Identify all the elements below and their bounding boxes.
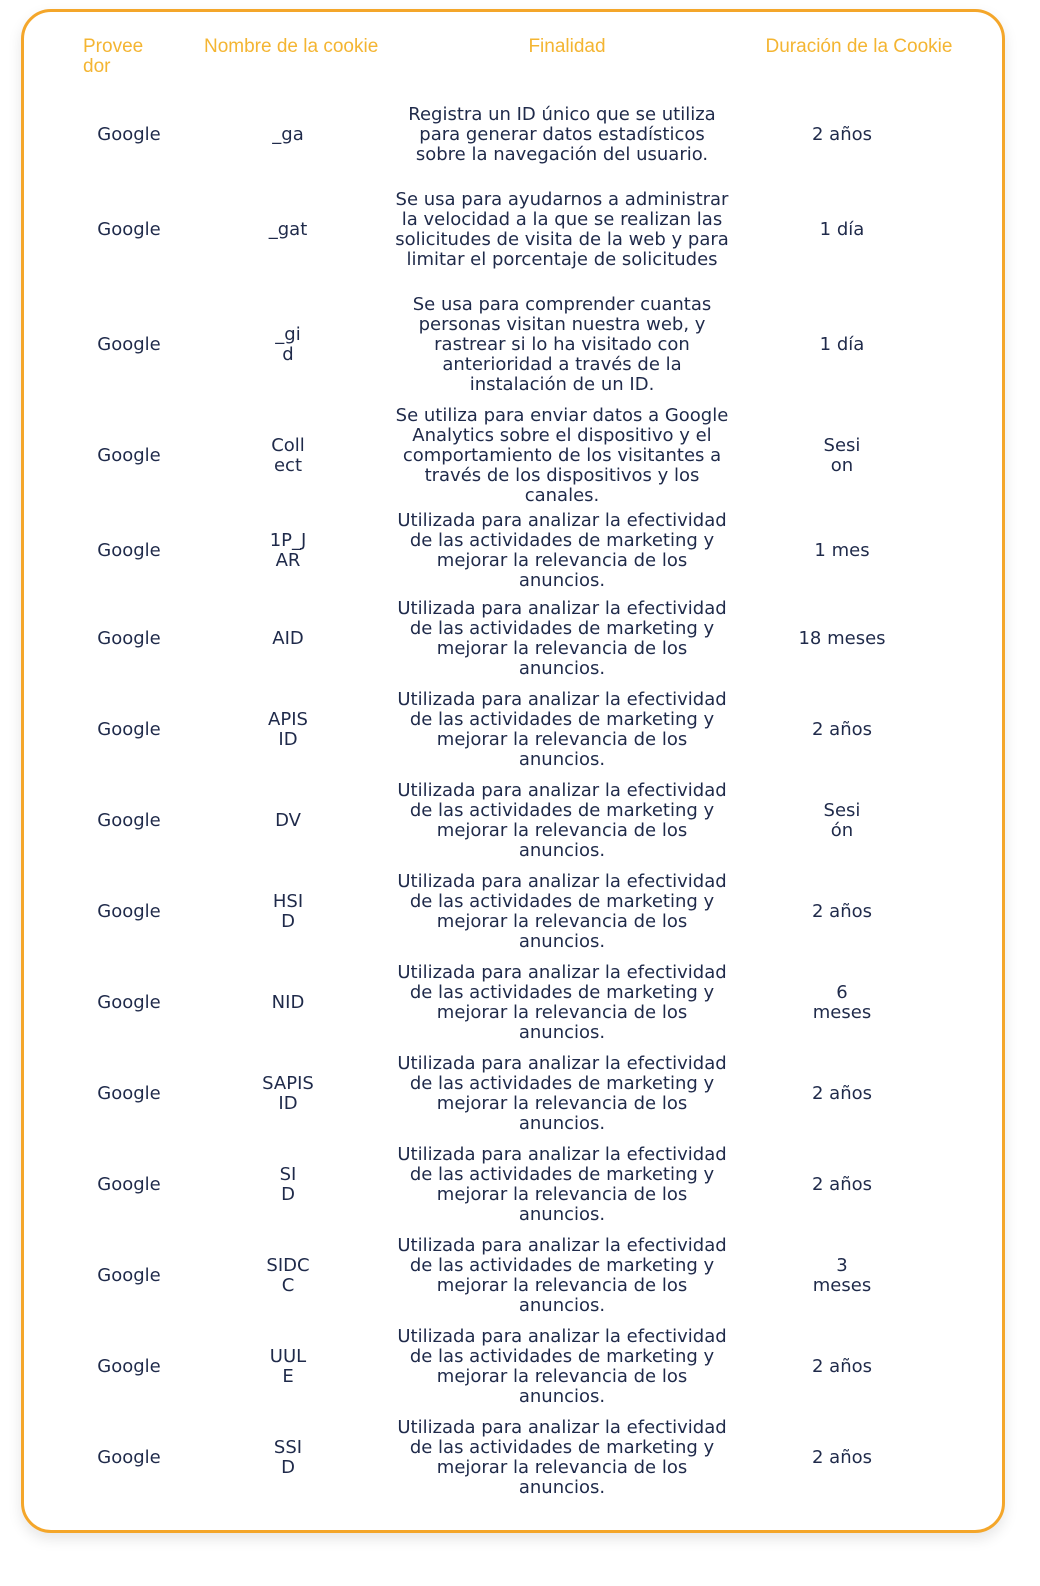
cell-cookie-name: _gid — [275, 324, 301, 365]
cookie-table-card — [21, 9, 1005, 1533]
cell-provider: Google — [97, 334, 161, 355]
table-row — [24, 867, 1002, 957]
table-row — [24, 508, 1002, 594]
cell-duration: 1 día — [819, 334, 865, 355]
cell-purpose: Utilizada para analizar la efectividad de las actividades de marketing y mejorar la relevancia de los anuncios. — [397, 780, 727, 861]
cell-duration: Sesion — [823, 435, 861, 476]
cell-cookie-name: Collect — [271, 435, 305, 476]
table-row — [24, 286, 1002, 404]
cell-duration: 2 años — [811, 1083, 872, 1104]
cell-cookie-name: _ga — [272, 124, 304, 145]
cell-provider: Google — [97, 1447, 161, 1468]
cell-purpose: Se utiliza para enviar datos a Google Analytics sobre el dispositivo y el comportamiento de los visitantes a través de los dispositivos y los canales. — [395, 405, 729, 506]
cell-provider: Google — [97, 1083, 161, 1104]
cell-cookie-name: SSID — [273, 1437, 303, 1478]
cell-cookie-name: 1P_JAR — [269, 530, 307, 571]
table-header — [24, 37, 1002, 97]
header-cookie-name: Nombre de la cookie — [204, 36, 379, 57]
header-provider: Provee dor — [83, 36, 144, 77]
cell-duration: 2 años — [811, 1356, 872, 1377]
cell-provider: Google — [97, 219, 161, 240]
table-row — [24, 174, 1002, 286]
cell-purpose: Utilizada para analizar la efectividad de las actividades de marketing y mejorar la relevancia de los anuncios. — [397, 1053, 727, 1134]
table-row — [24, 1231, 1002, 1321]
table-row — [24, 404, 1002, 508]
cell-duration: 6 meses — [812, 982, 872, 1023]
cell-purpose: Utilizada para analizar la efectividad de las actividades de marketing y mejorar la relevancia de los anuncios. — [397, 1417, 727, 1498]
cell-cookie-name: AID — [272, 628, 304, 649]
cell-duration: 2 años — [811, 1174, 872, 1195]
cell-provider: Google — [97, 810, 161, 831]
cell-duration: 3 meses — [812, 1255, 872, 1296]
table-row — [24, 594, 1002, 684]
cell-duration: 18 meses — [798, 628, 886, 649]
cell-purpose: Utilizada para analizar la efectividad de las actividades de marketing y mejorar la relevancia de los anuncios. — [397, 871, 727, 952]
cell-duration: Sesión — [823, 800, 861, 841]
cell-provider: Google — [97, 719, 161, 740]
cell-purpose: Utilizada para analizar la efectividad de las actividades de marketing y mejorar la relevancia de los anuncios. — [397, 962, 727, 1043]
header-purpose: Finalidad — [528, 36, 606, 57]
cell-cookie-name: UULE — [269, 1346, 307, 1387]
table-row — [24, 958, 1002, 1048]
cell-duration: 2 años — [811, 901, 872, 922]
cell-duration: 2 años — [811, 719, 872, 740]
table-row — [24, 1413, 1002, 1503]
cell-provider: Google — [97, 1174, 161, 1195]
cell-provider: Google — [97, 124, 161, 145]
cell-purpose: Utilizada para analizar la efectividad de las actividades de marketing y mejorar la relevancia de los anuncios. — [397, 689, 727, 770]
header-duration: Duración de la Cookie — [765, 36, 953, 57]
cell-provider: Google — [97, 628, 161, 649]
table-row — [24, 1049, 1002, 1139]
cell-cookie-name: DV — [275, 810, 301, 831]
cell-cookie-name: APISID — [268, 709, 308, 750]
cell-purpose: Utilizada para analizar la efectividad de las actividades de marketing y mejorar la relevancia de los anuncios. — [397, 1144, 727, 1225]
table-row — [24, 1322, 1002, 1412]
cell-duration: 1 día — [819, 219, 865, 240]
cell-duration: 1 mes — [814, 540, 870, 561]
table-row — [24, 1140, 1002, 1230]
cell-provider: Google — [97, 1356, 161, 1377]
cell-purpose: Utilizada para analizar la efectividad de las actividades de marketing y mejorar la relevancia de los anuncios. — [397, 598, 727, 679]
cell-cookie-name: SID — [279, 1164, 297, 1205]
cell-cookie-name: NID — [271, 992, 305, 1013]
table-row — [24, 685, 1002, 775]
cell-purpose: Utilizada para analizar la efectividad de las actividades de marketing y mejorar la relevancia de los anuncios. — [397, 1326, 727, 1407]
cell-duration: 2 años — [811, 124, 872, 145]
cell-purpose: Se usa para ayudarnos a administrar la velocidad a la que se realizan las solicitudes de visita de la web y para limitar el porcentaje de solicitudes — [395, 189, 729, 270]
cell-purpose: Utilizada para analizar la efectividad de las actividades de marketing y mejorar la relevancia de los anuncios. — [397, 510, 727, 591]
cell-cookie-name: SAPISID — [262, 1073, 314, 1114]
cell-provider: Google — [97, 445, 161, 466]
cell-cookie-name: _gat — [268, 219, 308, 240]
cell-provider: Google — [97, 1265, 161, 1286]
cell-purpose: Utilizada para analizar la efectividad de las actividades de marketing y mejorar la relevancia de los anuncios. — [397, 1235, 727, 1316]
table-row — [24, 776, 1002, 866]
cell-purpose: Registra un ID único que se utiliza para generar datos estadísticos sobre la navegación del usuario. — [408, 104, 716, 165]
cell-provider: Google — [97, 992, 161, 1013]
cell-cookie-name: SIDCC — [266, 1255, 310, 1296]
cell-provider: Google — [97, 901, 161, 922]
cell-duration: 2 años — [811, 1447, 872, 1468]
table-row — [24, 96, 1002, 174]
cell-provider: Google — [97, 540, 161, 561]
cell-purpose: Se usa para comprender cuantas personas visitan nuestra web, y rastrear si lo ha visitado con anterioridad a través de la instalación de un ID. — [412, 294, 712, 395]
cell-cookie-name: HSID — [272, 891, 304, 932]
